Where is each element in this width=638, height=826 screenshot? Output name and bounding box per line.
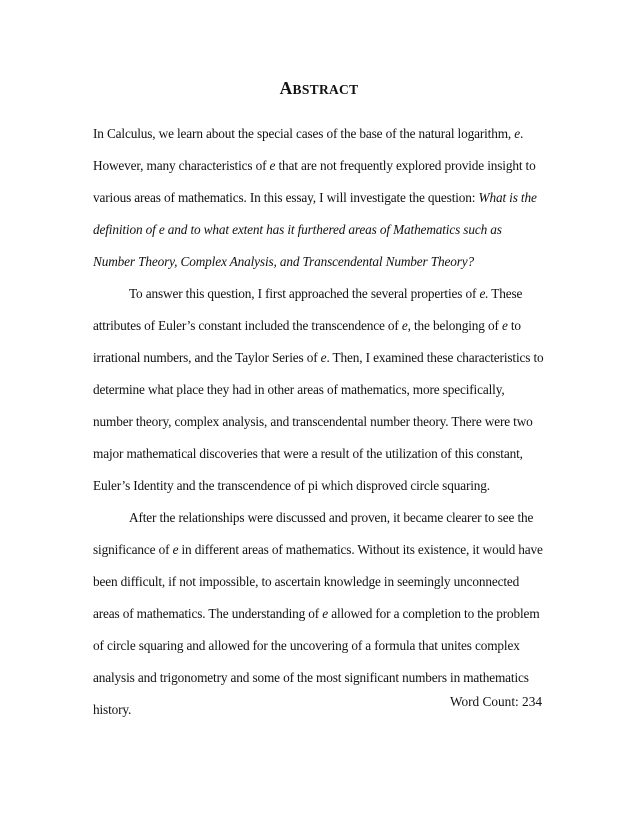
italic-e: e: [172, 542, 179, 557]
italic-e: e: [501, 318, 508, 333]
text-run: . However, many characteristics of: [93, 126, 524, 173]
text-run: To answer this question, I first approached the several properties of: [129, 286, 480, 301]
text-run: allowed for a completion to the problem of circle squaring and allowed for the uncovering of a formula that unites complex analysis and trigonometry and some of the most significant numbers in mathematics history.: [93, 606, 540, 717]
paragraph-3: [93, 502, 545, 726]
page-title: [0, 78, 638, 99]
italic-e: e: [401, 318, 408, 333]
word-count: Word Count: 234: [449, 694, 542, 709]
title-initial: A: [279, 78, 293, 98]
text-run: After the relationships were discussed and proven, it became clearer to see the significance of: [93, 510, 534, 557]
paragraph-1: [93, 118, 545, 278]
text-run: that are not frequently explored provide insight to various areas of mathematics. In this essay, I will investigate the question:: [93, 158, 536, 205]
text-run: in different areas of mathematics. Without its existence, it would have been difficult, if not impossible, to ascertain knowledge in seemingly unconnected areas of mathematics. The understanding of: [93, 542, 543, 621]
abstract-body: [93, 118, 545, 726]
italic-e: e.: [479, 286, 489, 301]
italic-e: e: [322, 606, 329, 621]
italic-e: e: [269, 158, 276, 173]
text-run: , the belonging of: [407, 318, 502, 333]
text-run: to irrational numbers, and the Taylor Series of: [93, 318, 521, 365]
text-run: These attributes of Euler’s constant included the transcendence of: [93, 286, 523, 333]
title-rest: BSTRACT: [292, 82, 359, 97]
italic-e: e: [514, 126, 521, 141]
paragraph-2: [93, 278, 545, 502]
italic-e: e: [320, 350, 327, 365]
text-run: In Calculus, we learn about the special cases of the base of the natural logarithm,: [93, 126, 515, 141]
text-run: . Then, I examined these characteristics to determine what place they had in other areas of mathematics, more specifically, number theory, complex analysis, and transcendental number theory. There were two major mathematical discoveries that were a result of the utilization of this constant, Euler’s Identity and the transcendence of pi which disproved circle squaring.: [93, 350, 544, 493]
research-question: What is the definition of e and to what extent has it furthered areas of Mathematics such as Number Theory, Complex Analysis, and Transcendental Number Theory?: [93, 190, 537, 269]
